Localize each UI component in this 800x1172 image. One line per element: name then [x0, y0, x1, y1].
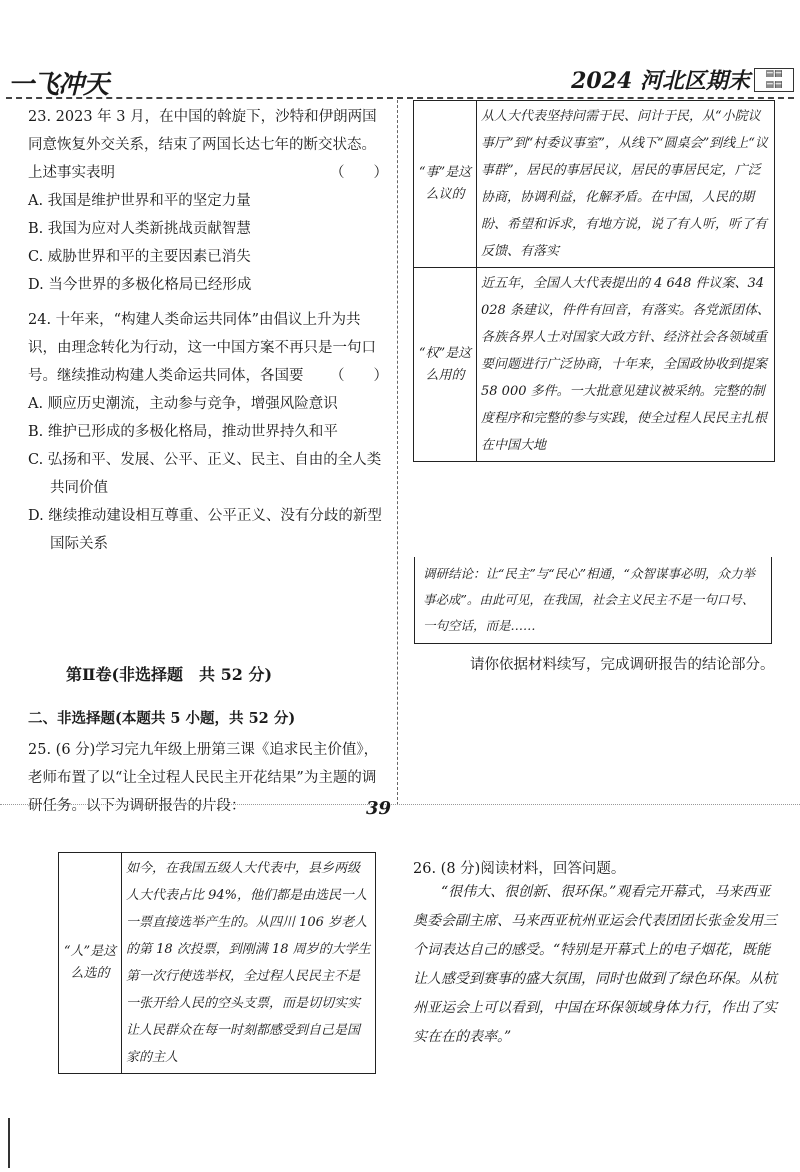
section-subtitle: 二、非选择题(本题共 5 小题，共 52 分)	[28, 710, 296, 727]
exam-title: 2024 河北区期末	[571, 68, 750, 94]
report-table-right	[413, 100, 775, 462]
header-divider	[6, 97, 794, 99]
table-row	[414, 268, 775, 462]
q24-option-b: B. 维护已形成的多极化格局，推动世界持久和平	[28, 424, 338, 440]
q23-option-c: C. 威胁世界和平的主要因素已消失	[28, 249, 251, 265]
question-24-stem: 24. 十年来，“构建人类命运共同体”由倡议上升为共识，由理念转化为行动，这一中国方案不再只是一句口号。继续推动构建人类命运共同体，各国要 （ ）	[28, 312, 388, 384]
question-23-stem: 23. 2023 年 3 月，在中国的斡旋下，沙特和伊朗两国同意恢复外交关系，结束了两国长达七年的断交状态。上述事实表明 （ ）	[28, 109, 388, 181]
row-text: 近五年，全国人大代表提出的 4 648 件议案、34 028 条建议，件件有回音，有落实。各党派团体、各族各界人士对国家大政方针、经济社会各领域重要问题进行广泛协商，十年来，全国政协收到提案 58 000 多件。一大批意见建议被采纳。完整的制度程序和完整的参与实践，使全过程人民民主扎根在中国大地	[477, 268, 775, 462]
question-25-stem: 25. (6 分)学习完九年级上册第三课《追求民主价值》，老师布置了以“让全过程人民民主开花结果”为主题的调研任务。以下为调研报告的片段：	[28, 742, 379, 814]
q24-option-c: C. 弘扬和平、发展、公平、正义、民主、自由的全人类共同价值	[28, 452, 382, 496]
row-label: “人”是这么选的	[59, 853, 122, 1074]
page-number: 39	[366, 798, 392, 819]
q23-option-d: D. 当今世界的多极化格局已经形成	[28, 277, 252, 293]
question-26-material: “很伟大、很创新、很环保。”观看完开幕式，马来西亚奥委会副主席、马来西亚杭州亚运会代表团团长张金发用三个词表达自己的感受。“特别是开幕式上的电子烟花，既能让人感受到赛事的盛大氛围，同时也做到了绿色环保。从杭州亚运会上可以看到，中国在环保领域身体力行，作出了实实在在的表率。”	[413, 884, 777, 1045]
row-label: “事”是这么议的	[414, 101, 477, 268]
section-title: 第Ⅱ卷(非选择题 共 52 分)	[66, 665, 273, 684]
continuation-instruction: 请你依据材料续写，完成调研报告的结论部分。	[470, 657, 775, 673]
question-26-stem: 26. (8 分)阅读材料，回答问题。	[413, 861, 626, 877]
column-divider	[397, 100, 398, 805]
report-table-left	[58, 852, 376, 1074]
q23-option-b: B. 我国为应对人类新挑战贡献智慧	[28, 221, 251, 237]
row-text: 从人大代表坚持问需于民、问计于民，从“小院议事厅”到“村委议事室”，从线下“圆桌会”到线上“议事群”，居民的事居民议，居民的事居民定，广泛协商，协调利益，化解矛盾。在中国，人民的期盼、希望和诉求，有地方说，说了有人听，听了有反馈、有落实	[477, 101, 775, 268]
binding-margin-line	[8, 1118, 10, 1168]
row-label: “权”是这么用的	[414, 268, 477, 462]
brand-logo: 一飞冲天	[8, 70, 109, 100]
q24-option-a: A. 顺应历史潮流，主动参与竞争，增强风险意识	[28, 396, 338, 412]
table-row	[414, 101, 775, 268]
footer-divider	[0, 804, 800, 805]
table-row	[59, 853, 376, 1074]
publisher-logo-icon: ▤▤ ▤▤	[754, 68, 794, 92]
research-conclusion: 调研结论：让“民主”与“民心”相通，“众智谋事必明，众力举事必成”。由此可见，在我国，社会主义民主不是一句口号、一句空话，而是……	[414, 557, 772, 644]
q24-option-d: D. 继续推动建设相互尊重、公平正义、没有分歧的新型国际关系	[28, 508, 382, 552]
q23-option-a: A. 我国是维护世界和平的坚定力量	[28, 193, 251, 209]
question-23	[28, 103, 388, 299]
question-24	[28, 306, 388, 558]
row-text: 如今，在我国五级人大代表中，县乡两级人大代表占比 94%，他们都是由选民一人一票直接选举产生的。从四川 106 岁老人的第 18 次投票，到刚满 18 周岁的大学生第一次行使选举权，全过程人民民主不是一张开给人民的空头支票，而是切切实实让人民群众在每一时刻都感受到自己是国家的主人	[122, 853, 376, 1074]
